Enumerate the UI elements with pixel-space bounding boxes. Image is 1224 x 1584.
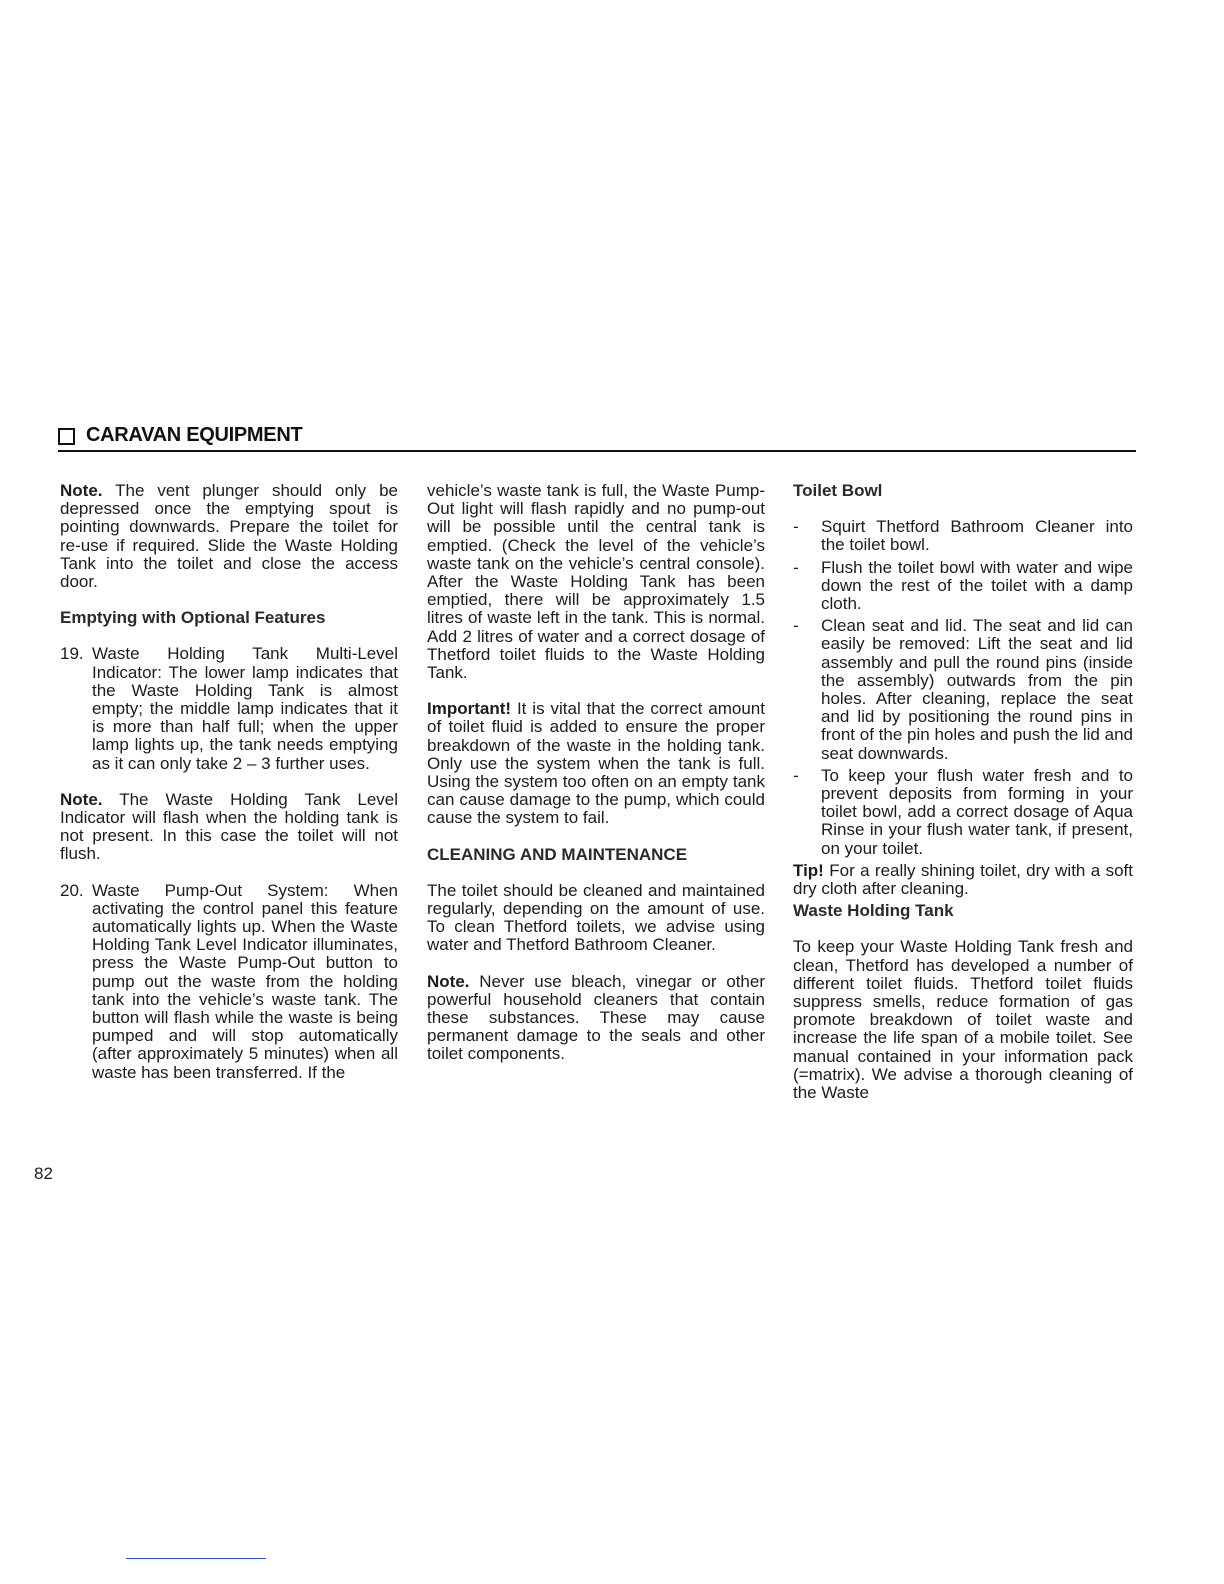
tip-label: Tip! [793,860,824,880]
dash-marker: - [793,557,799,577]
item-number: 19. [60,644,84,664]
tip-text: For a really shining toilet, dry with a soft dry cloth after cleaning. [793,860,1133,899]
dash-marker: - [793,765,799,785]
item-text: Waste Pump-Out System: When activating the control panel this feature automatically lights up. When the Waste Holding Tank Level Indicator illuminates, press the Waste Pump-Out button to pump out the waste from the holding tank into the vehicle’s waste tank. The button will flash while the waste is being pumped and will stop automatically (after approximately 5 minutes) when all waste has been transferred. If the [92,880,398,1082]
cleaning-paragraph: The toilet should be cleaned and maintained regularly, depending on the amount of use. To clean Thetford toilets, we advise using water and Thetford Bathroom Cleaner. [427,880,765,955]
section-title: CARAVAN EQUIPMENT [86,424,303,446]
optional-features-heading: Emptying with Optional Features [60,608,326,628]
item-number: 20. [60,880,84,900]
note-paragraph [427,973,765,1064]
dash-marker: - [793,616,799,636]
list-item-20 [60,882,398,1082]
list-item [793,767,1133,858]
list-item-text: To keep your flush water fresh and to prevent deposits from forming in your toilet bowl, add a correct dosage of Aqua Rinse in your flush water tank, if present, on your toilet. [821,765,1133,858]
note-paragraph [60,482,398,591]
toilet-bowl-heading: Toilet Bowl [793,481,883,500]
note-label: Note. [427,971,470,991]
list-item [793,518,1133,554]
item-text: Waste Holding Tank Multi-Level Indicator: The lower lamp indicates that the Waste Holding Tank is almost empty; the middle lamp indicates that it is more than half full; when the upper lamp lights up, the tank needs emptying as it can only take 2 – 3 further uses. [92,644,398,773]
square-icon [58,428,75,445]
waste-tank-heading: Waste Holding Tank [793,901,954,921]
note-label: Note. [60,481,103,500]
footer-divider [126,1558,266,1559]
note-paragraph [60,791,398,864]
section-header [58,424,1136,452]
note-text: The vent plunger should only be depressed once the emptying spout is pointing downwards. Prepare the toilet for re-use if required. Slide the Waste Holding Tank into the toilet and close the access door. [60,481,398,592]
dash-marker: - [793,517,799,537]
important-label: Important! [427,699,512,719]
column-2 [427,482,765,1082]
list-item-text: Clean seat and lid. The seat and lid can easily be removed: Lift the seat and lid assembly and pull the round pins (inside the assembly) outwards from the pin holes. After cleaning, replace the seat and lid by positioning the round pins in front of the pin holes and push the lid and seat downwards. [821,616,1133,763]
column-1 [60,482,398,1100]
list-item [793,617,1133,763]
cleaning-heading: CLEANING AND MAINTENANCE [427,844,688,864]
important-paragraph [427,700,765,827]
list-item-text: Squirt Thetford Bathroom Cleaner into the toilet bowl. [821,517,1133,555]
column-3 [793,482,1133,1120]
list-item [793,559,1133,614]
toilet-bowl-list [793,518,1133,858]
note-label: Note. [60,789,103,809]
list-item-text: Flush the toilet bowl with water and wipe down the rest of the toilet with a damp cloth. [821,557,1133,614]
page-number: 82 [34,1164,53,1183]
list-item-19 [60,645,398,772]
continued-paragraph: vehicle’s waste tank is full, the Waste Pump-Out light will flash rapidly and no pump-out will be possible until the central tank is emptied. (Check the level of the vehicle’s waste tank on the vehicle’s central console). After the Waste Holding Tank has been emptied, there will be approximately 1.5 litres of waste left in the tank. This is normal. Add 2 litres of water and a correct dosage of Thetford toilet fluids to the Waste Holding Tank. [427,481,765,683]
tip-paragraph [793,862,1133,898]
waste-tank-paragraph: To keep your Waste Holding Tank fresh and clean, Thetford has developed a number of different toilet fluids. Thetford toilet fluids suppress smells, reduce formation of gas promote breakdown of toilet waste and increase the life span of a mobile toilet. See manual contained in your information pack (=matrix). We advise a thorough cleaning of the Waste [793,937,1133,1103]
note-text: Never use bleach, vinegar or other powerful household cleaners that contain these substances. These may cause permanent damage to the seals and other toilet components. [427,971,765,1064]
note-text: The Waste Holding Tank Level Indicator will flash when the holding tank is not present. In this case the toilet will not flush. [60,789,399,864]
important-text: It is vital that the correct amount of toilet fluid is added to ensure the proper breakdown of the waste in the holding tank. Only use the system when the tank is full. Using the system too often on an empty tank can cause damage to the pump, which could cause the system to fail. [427,699,765,828]
